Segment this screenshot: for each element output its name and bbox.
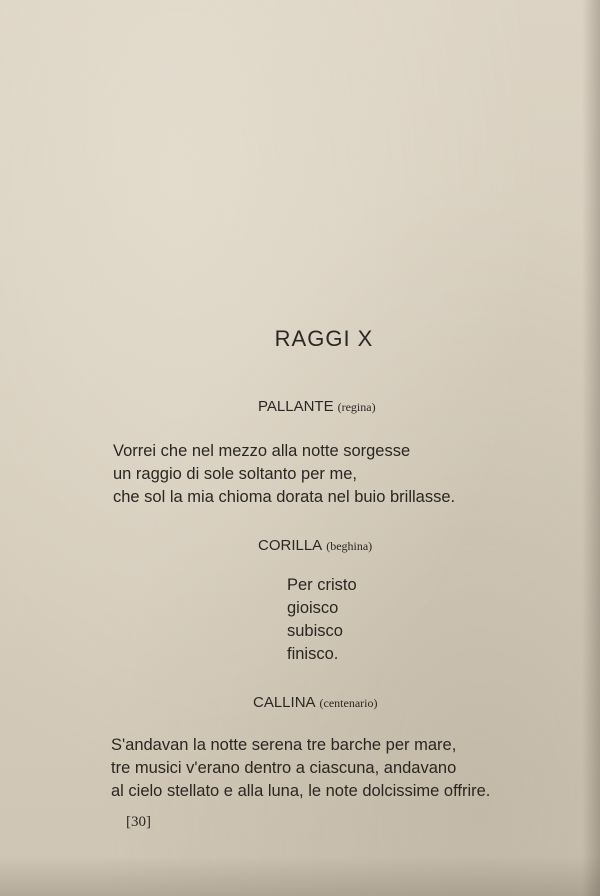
speaker-callina: [253, 694, 378, 711]
verse-corilla: [287, 574, 357, 666]
page-edge-shadow: [582, 0, 600, 896]
verse-line: S'andavan la notte serena tre barche per mare,: [111, 736, 457, 754]
page-number: [30]: [126, 814, 151, 830]
verse-line: che sol la mia chioma dorata nel buio brillasse.: [113, 488, 456, 506]
speaker-corilla: [258, 537, 372, 554]
speaker-role: (beghina): [326, 539, 373, 553]
speaker-name: CORILLA: [258, 537, 323, 554]
verse-callina: [111, 734, 490, 803]
page-bottom-shadow: [0, 856, 600, 896]
verse-line: subisco: [287, 622, 343, 640]
speaker-role: (regina): [337, 400, 376, 414]
speaker-name: PALLANTE: [258, 398, 334, 415]
verse-line: un raggio di sole soltanto per me,: [113, 465, 357, 483]
speaker-pallante: [258, 398, 376, 415]
verse-line: Vorrei che nel mezzo alla notte sorgesse: [113, 442, 411, 460]
poem-title: RAGGI X: [274, 326, 374, 351]
speaker-name: CALLINA: [253, 694, 316, 711]
verse-line: al cielo stellato e alla luna, le note dolcissime offrire.: [111, 782, 491, 800]
verse-line: tre musici v'erano dentro a ciascuna, andavano: [111, 759, 457, 777]
verse-line: gioisco: [287, 599, 339, 617]
verse-pallante: [113, 440, 455, 509]
verse-line: finisco.: [287, 645, 339, 663]
verse-line: Per cristo: [287, 576, 357, 594]
speaker-role: (centenario): [319, 696, 378, 710]
